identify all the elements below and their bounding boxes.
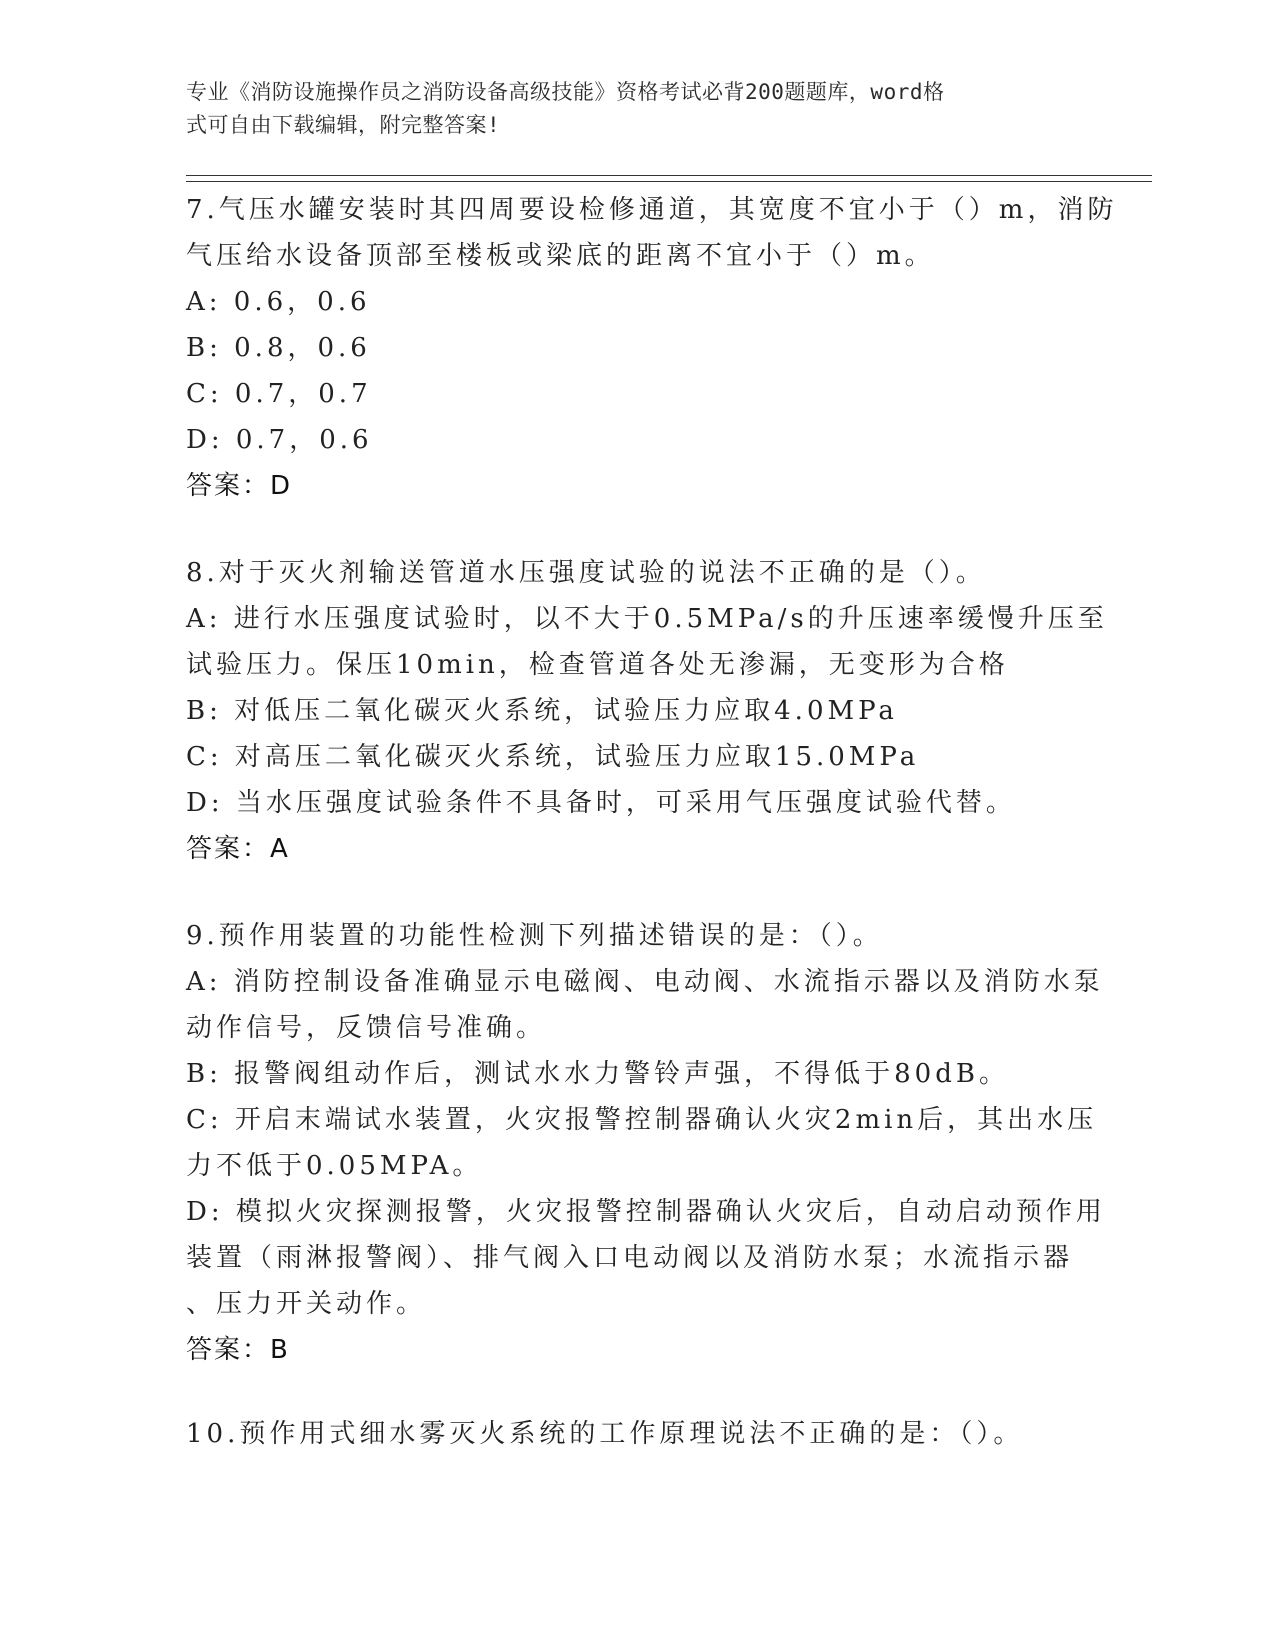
- question-text: 8.对于灭火剂输送管道水压强度试验的说法不正确的是（）。: [186, 558, 986, 588]
- option-c: C: 0.7，0.7: [186, 379, 372, 409]
- header-divider-top: [186, 175, 1152, 176]
- question-9: [186, 913, 1106, 1373]
- question-7: [186, 187, 1118, 509]
- option-d: D: 当水压强度试验条件不具备时，可采用气压强度试验代替。: [186, 788, 1016, 818]
- option-b: B: 对低压二氧化碳灭火系统，试验压力应取4.0MPa: [186, 696, 898, 726]
- option-a-continued: 动作信号，反馈信号准确。: [186, 1013, 547, 1043]
- option-a: A: 0.6，0.6: [186, 287, 371, 317]
- header-divider-bottom: [186, 181, 1152, 182]
- option-c: C: 对高压二氧化碳灭火系统，试验压力应取15.0MPa: [186, 742, 920, 772]
- option-a: A: 消防控制设备准确显示电磁阀、电动阀、水流指示器以及消防水泵: [186, 967, 1104, 997]
- option-d-continued: 装置（雨淋报警阀）、排气阀入口电动阀以及消防水泵；水流指示器: [186, 1243, 1074, 1273]
- header-line-2: 式可自由下载编辑，附完整答案!: [186, 113, 501, 137]
- option-c: C: 开启末端试水装置，火灾报警控制器确认火灾2min后，其出水压: [186, 1105, 1098, 1135]
- question-8: [186, 550, 1108, 872]
- question-text: 9.预作用装置的功能性检测下列描述错误的是：（）。: [186, 921, 883, 951]
- option-c-continued: 力不低于0.05MPA。: [186, 1151, 483, 1181]
- option-d: D: 模拟火灾探测报警，火灾报警控制器确认火灾后，自动启动预作用: [186, 1197, 1106, 1227]
- answer: 答案：D: [186, 471, 293, 501]
- question-text: 7.气压水罐安装时其四周要设检修通道，其宽度不宜小于（）m，消防: [186, 195, 1118, 225]
- header-line-1: 专业《消防设施操作员之消防设备高级技能》资格考试必背200题题库，word格: [186, 80, 945, 104]
- question-text: 气压给水设备顶部至楼板或梁底的距离不宜小于（）m。: [186, 241, 935, 271]
- option-b: B: 0.8，0.6: [186, 333, 371, 363]
- answer: 答案：A: [186, 834, 290, 864]
- option-d-continued: 、压力开关动作。: [186, 1289, 427, 1319]
- option-a: A: 进行水压强度试验时，以不大于0.5MPa/s的升压速率缓慢升压至: [186, 604, 1108, 634]
- option-d: D: 0.7，0.6: [186, 425, 373, 455]
- document-header: [186, 76, 1086, 142]
- question-10: [186, 1411, 1086, 1457]
- option-a-continued: 试验压力。保压10min，检查管道各处无渗漏，无变形为合格: [186, 650, 1009, 680]
- question-text: 10.预作用式细水雾灭火系统的工作原理说法不正确的是：（）。: [186, 1419, 1024, 1449]
- answer: 答案：B: [186, 1335, 290, 1365]
- option-b: B: 报警阀组动作后，测试水水力警铃声强，不得低于80dB。: [186, 1059, 1009, 1089]
